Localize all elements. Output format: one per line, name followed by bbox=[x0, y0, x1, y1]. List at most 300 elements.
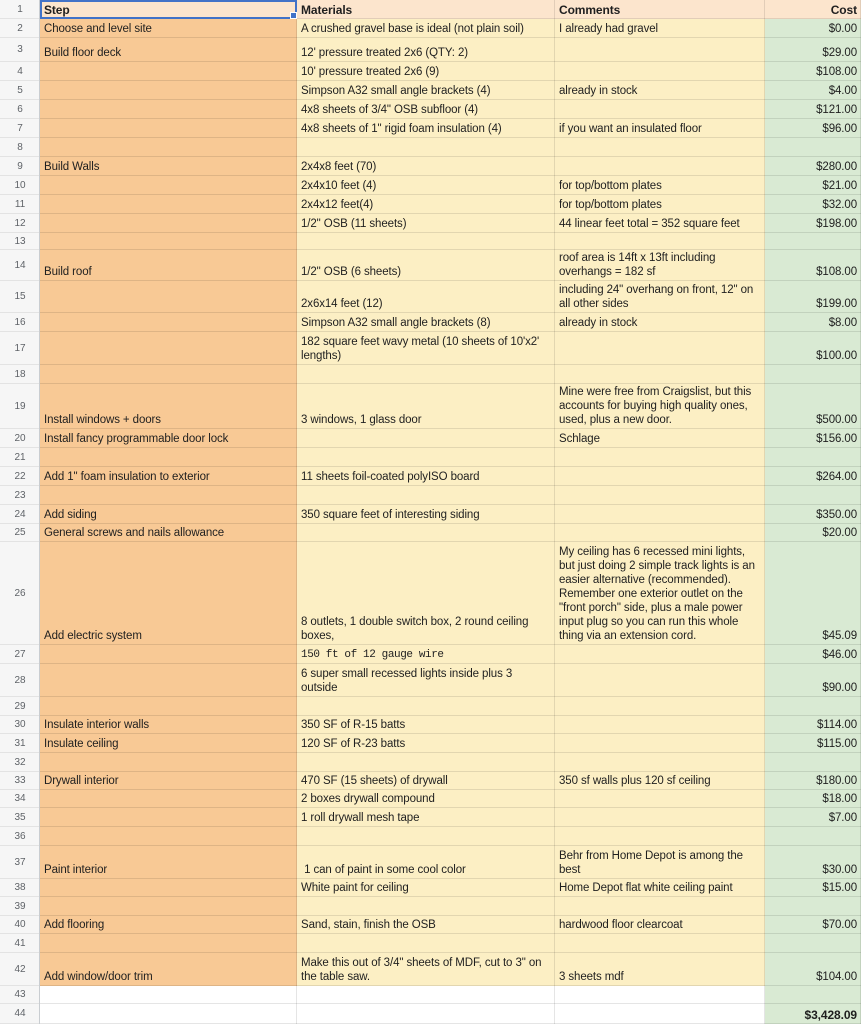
cell-materials-18[interactable] bbox=[297, 365, 555, 384]
cell-text: Paint interior bbox=[44, 864, 108, 876]
cell-step-4[interactable] bbox=[40, 62, 297, 81]
row-header-21[interactable]: 21 bbox=[0, 448, 40, 467]
row-header-42[interactable]: 42 bbox=[0, 953, 40, 986]
cell-text: including 24" overhang on front, 12" on all other sides bbox=[559, 284, 754, 310]
cell-text: $264.00 bbox=[816, 471, 857, 483]
cell-step-16[interactable] bbox=[40, 313, 297, 332]
cell-text: $156.00 bbox=[816, 433, 857, 445]
cell-materials-29[interactable] bbox=[297, 697, 555, 716]
cell-text: Add siding bbox=[44, 509, 97, 521]
cell-text: $108.00 bbox=[816, 266, 857, 278]
column-header-materials[interactable] bbox=[297, 0, 555, 19]
cell-step-2[interactable] bbox=[40, 19, 297, 38]
cell-text: 3 sheets mdf bbox=[559, 971, 624, 983]
cell-step-24[interactable] bbox=[40, 505, 297, 524]
cell-comments-11[interactable] bbox=[555, 195, 765, 214]
cell-comments-7[interactable] bbox=[555, 119, 765, 138]
cell-comments-22[interactable] bbox=[555, 467, 765, 486]
cell-step-27[interactable] bbox=[40, 645, 297, 664]
cell-step-10[interactable] bbox=[40, 176, 297, 195]
cell-comments-31[interactable] bbox=[555, 734, 765, 753]
cell-step-6[interactable] bbox=[40, 100, 297, 119]
cell-comments-29[interactable] bbox=[555, 697, 765, 716]
row-header-25[interactable]: 25 bbox=[0, 524, 40, 542]
cell-step-14[interactable] bbox=[40, 250, 297, 281]
cell-text: Cost bbox=[830, 3, 857, 17]
row-header-35[interactable]: 35 bbox=[0, 808, 40, 827]
cell-step-26[interactable] bbox=[40, 542, 297, 645]
row-header-14[interactable]: 14 bbox=[0, 250, 40, 281]
column-header-comments[interactable] bbox=[555, 0, 765, 19]
cell-materials-33[interactable] bbox=[297, 772, 555, 790]
row-header-6[interactable]: 6 bbox=[0, 100, 40, 119]
cell-comments-28[interactable] bbox=[555, 664, 765, 697]
cell-text: Materials bbox=[301, 3, 353, 17]
cell-cost-40[interactable] bbox=[765, 916, 861, 934]
cell-step-8[interactable] bbox=[40, 138, 297, 157]
cell-materials-42[interactable] bbox=[297, 953, 555, 986]
cell-comments-21[interactable] bbox=[555, 448, 765, 467]
cell-cost-33[interactable] bbox=[765, 772, 861, 790]
cell-materials-24[interactable] bbox=[297, 505, 555, 524]
cell-materials-7[interactable] bbox=[297, 119, 555, 138]
cell-cost-37[interactable] bbox=[765, 846, 861, 879]
cell-comments-2[interactable] bbox=[555, 19, 765, 38]
cell-comments-33[interactable] bbox=[555, 772, 765, 790]
cell-text: $30.00 bbox=[822, 864, 857, 876]
cell-text: 2x4x8 feet (70) bbox=[301, 161, 377, 173]
cell-text: Add 1" foam insulation to exterior bbox=[44, 471, 210, 483]
cell-cost-18[interactable] bbox=[765, 365, 861, 384]
cell-materials-13[interactable] bbox=[297, 233, 555, 250]
cell-cost-8[interactable] bbox=[765, 138, 861, 157]
cell-cost-4[interactable] bbox=[765, 62, 861, 81]
cell-step-18[interactable] bbox=[40, 365, 297, 384]
cell-text: 12' pressure treated 2x6 (QTY: 2) bbox=[301, 47, 469, 59]
cell-step-7[interactable] bbox=[40, 119, 297, 138]
row-header-4[interactable]: 4 bbox=[0, 62, 40, 81]
cell-comments-41[interactable] bbox=[555, 934, 765, 953]
cell-step-37[interactable] bbox=[40, 846, 297, 879]
cell-text: $198.00 bbox=[816, 218, 857, 230]
cell-comments-4[interactable] bbox=[555, 62, 765, 81]
cell-text: 3 windows, 1 glass door bbox=[301, 414, 422, 426]
cell-step-21[interactable] bbox=[40, 448, 297, 467]
cell-comments-16[interactable] bbox=[555, 313, 765, 332]
cell-step-13[interactable] bbox=[40, 233, 297, 250]
cell-step-22[interactable] bbox=[40, 467, 297, 486]
cell-step-17[interactable] bbox=[40, 332, 297, 365]
row-header-32[interactable]: 32 bbox=[0, 753, 40, 772]
cell-text: $115.00 bbox=[816, 738, 857, 750]
cell-text: $350.00 bbox=[816, 509, 857, 521]
cell-comments-3[interactable] bbox=[555, 38, 765, 62]
cell-text: $0.00 bbox=[828, 23, 857, 35]
row-header-1[interactable]: 1 bbox=[0, 0, 40, 19]
cell-step-29[interactable] bbox=[40, 697, 297, 716]
cell-cost-26[interactable] bbox=[765, 542, 861, 645]
cell-cost-25[interactable] bbox=[765, 524, 861, 542]
cell-text: 470 SF (15 sheets) of drywall bbox=[301, 775, 448, 787]
cell-text: $114.00 bbox=[816, 719, 857, 731]
row-header-22[interactable]: 22 bbox=[0, 467, 40, 486]
cell-materials-44[interactable] bbox=[297, 1004, 555, 1024]
row-header-37[interactable]: 37 bbox=[0, 846, 40, 879]
cell-text: $21.00 bbox=[822, 180, 857, 192]
cell-text: Home Depot flat white ceiling paint bbox=[559, 882, 733, 894]
row-header-16[interactable]: 16 bbox=[0, 313, 40, 332]
cell-cost-28[interactable] bbox=[765, 664, 861, 697]
cell-step-30[interactable] bbox=[40, 716, 297, 734]
cell-text: 182 square feet wavy metal (10 sheets of 10'x2' lengths) bbox=[301, 336, 540, 362]
cell-cost-41[interactable] bbox=[765, 934, 861, 953]
cell-cost-14[interactable] bbox=[765, 250, 861, 281]
row-header-7[interactable]: 7 bbox=[0, 119, 40, 138]
cell-text: Install fancy programmable door lock bbox=[44, 433, 229, 445]
row-header-3[interactable]: 3 bbox=[0, 38, 40, 62]
row-header-17[interactable]: 17 bbox=[0, 332, 40, 365]
cell-text: $108.00 bbox=[816, 66, 857, 78]
cell-text: Drywall interior bbox=[44, 775, 119, 787]
cell-text: $15.00 bbox=[822, 882, 857, 894]
cell-materials-26[interactable] bbox=[297, 542, 555, 645]
cell-text: 11 sheets foil-coated polyISO board bbox=[301, 471, 480, 483]
cell-materials-34[interactable] bbox=[297, 790, 555, 808]
cell-text: for top/bottom plates bbox=[559, 199, 662, 211]
cell-text: already in stock bbox=[559, 317, 638, 329]
cell-cost-43[interactable] bbox=[765, 986, 861, 1004]
cell-materials-19[interactable] bbox=[297, 384, 555, 429]
row-header-44[interactable]: 44 bbox=[0, 1004, 40, 1024]
cell-comments-6[interactable] bbox=[555, 100, 765, 119]
cell-comments-35[interactable] bbox=[555, 808, 765, 827]
cell-cost-30[interactable] bbox=[765, 716, 861, 734]
cell-comments-14[interactable] bbox=[555, 250, 765, 281]
cell-materials-31[interactable] bbox=[297, 734, 555, 753]
cell-cost-5[interactable] bbox=[765, 81, 861, 100]
cell-materials-12[interactable] bbox=[297, 214, 555, 233]
cell-comments-10[interactable] bbox=[555, 176, 765, 195]
cell-materials-28[interactable] bbox=[297, 664, 555, 697]
cell-text: hardwood floor clearcoat bbox=[559, 919, 683, 931]
cell-step-9[interactable] bbox=[40, 157, 297, 176]
cell-comments-37[interactable] bbox=[555, 846, 765, 879]
cell-materials-15[interactable] bbox=[297, 281, 555, 313]
cell-cost-2[interactable] bbox=[765, 19, 861, 38]
cell-step-31[interactable] bbox=[40, 734, 297, 753]
row-header-20[interactable]: 20 bbox=[0, 429, 40, 448]
cell-step-33[interactable] bbox=[40, 772, 297, 790]
cell-materials-8[interactable] bbox=[297, 138, 555, 157]
cell-comments-19[interactable] bbox=[555, 384, 765, 429]
cell-step-39[interactable] bbox=[40, 897, 297, 916]
row-header-18[interactable]: 18 bbox=[0, 365, 40, 384]
cell-text: $20.00 bbox=[822, 527, 857, 539]
cell-materials-36[interactable] bbox=[297, 827, 555, 846]
cell-comments-9[interactable] bbox=[555, 157, 765, 176]
cell-comments-43[interactable] bbox=[555, 986, 765, 1004]
cell-text: $18.00 bbox=[822, 793, 857, 805]
row-header-26[interactable]: 26 bbox=[0, 542, 40, 645]
cell-text: Add flooring bbox=[44, 919, 105, 931]
cell-step-43[interactable] bbox=[40, 986, 297, 1004]
column-header-cost[interactable] bbox=[765, 0, 861, 19]
cell-comments-39[interactable] bbox=[555, 897, 765, 916]
cell-comments-24[interactable] bbox=[555, 505, 765, 524]
cell-text: 350 square feet of interesting siding bbox=[301, 509, 480, 521]
cell-step-40[interactable] bbox=[40, 916, 297, 934]
cell-step-35[interactable] bbox=[40, 808, 297, 827]
cell-cost-36[interactable] bbox=[765, 827, 861, 846]
row-header-28[interactable]: 28 bbox=[0, 664, 40, 697]
cell-comments-38[interactable] bbox=[555, 879, 765, 897]
cell-comments-44[interactable] bbox=[555, 1004, 765, 1024]
cell-text: $45.09 bbox=[822, 630, 857, 642]
cell-step-38[interactable] bbox=[40, 879, 297, 897]
cell-cost-27[interactable] bbox=[765, 645, 861, 664]
cell-cost-42[interactable] bbox=[765, 953, 861, 986]
cell-materials-10[interactable] bbox=[297, 176, 555, 195]
cell-materials-38[interactable] bbox=[297, 879, 555, 897]
cell-materials-32[interactable] bbox=[297, 753, 555, 772]
cell-text: Insulate interior walls bbox=[44, 719, 150, 731]
row-header-23[interactable]: 23 bbox=[0, 486, 40, 505]
row-header-40[interactable]: 40 bbox=[0, 916, 40, 934]
cell-text: 120 SF of R-23 batts bbox=[301, 738, 406, 750]
cell-text: Step bbox=[44, 3, 70, 17]
cell-text: already in stock bbox=[559, 85, 638, 97]
cell-step-44[interactable] bbox=[40, 1004, 297, 1024]
cell-cost-31[interactable] bbox=[765, 734, 861, 753]
cell-text: 150 ft of 12 gauge wire bbox=[301, 649, 444, 661]
cell-step-11[interactable] bbox=[40, 195, 297, 214]
cell-text: Simpson A32 small angle brackets (4) bbox=[301, 85, 491, 97]
cell-comments-8[interactable] bbox=[555, 138, 765, 157]
cell-materials-43[interactable] bbox=[297, 986, 555, 1004]
cell-comments-27[interactable] bbox=[555, 645, 765, 664]
cell-materials-4[interactable] bbox=[297, 62, 555, 81]
cell-text: I already had gravel bbox=[559, 23, 659, 35]
row-header-19[interactable]: 19 bbox=[0, 384, 40, 429]
cell-comments-34[interactable] bbox=[555, 790, 765, 808]
cell-text: General screws and nails allowance bbox=[44, 527, 225, 539]
cell-comments-32[interactable] bbox=[555, 753, 765, 772]
row-header-24[interactable]: 24 bbox=[0, 505, 40, 524]
cell-step-15[interactable] bbox=[40, 281, 297, 313]
cell-text: 350 SF of R-15 batts bbox=[301, 719, 406, 731]
cell-comments-23[interactable] bbox=[555, 486, 765, 505]
cell-comments-15[interactable] bbox=[555, 281, 765, 313]
cell-cost-12[interactable] bbox=[765, 214, 861, 233]
row-header-31[interactable]: 31 bbox=[0, 734, 40, 753]
cell-cost-20[interactable] bbox=[765, 429, 861, 448]
row-header-13[interactable]: 13 bbox=[0, 233, 40, 250]
cell-cost-22[interactable] bbox=[765, 467, 861, 486]
cell-materials-11[interactable] bbox=[297, 195, 555, 214]
cell-materials-37[interactable] bbox=[297, 846, 555, 879]
cell-cost-19[interactable] bbox=[765, 384, 861, 429]
cell-cost-17[interactable] bbox=[765, 332, 861, 365]
cell-step-36[interactable] bbox=[40, 827, 297, 846]
cell-step-5[interactable] bbox=[40, 81, 297, 100]
cell-comments-25[interactable] bbox=[555, 524, 765, 542]
cell-step-19[interactable] bbox=[40, 384, 297, 429]
cell-comments-12[interactable] bbox=[555, 214, 765, 233]
cell-comments-42[interactable] bbox=[555, 953, 765, 986]
cell-cost-11[interactable] bbox=[765, 195, 861, 214]
cell-text: $96.00 bbox=[822, 123, 857, 135]
row-header-34[interactable]: 34 bbox=[0, 790, 40, 808]
cell-materials-25[interactable] bbox=[297, 524, 555, 542]
cell-materials-21[interactable] bbox=[297, 448, 555, 467]
cell-materials-17[interactable] bbox=[297, 332, 555, 365]
cell-text: for top/bottom plates bbox=[559, 180, 662, 192]
cell-text: 2x6x14 feet (12) bbox=[301, 298, 383, 310]
cell-text: $280.00 bbox=[816, 161, 857, 173]
row-header-39[interactable]: 39 bbox=[0, 897, 40, 916]
cell-text: 6 super small recessed lights inside plus 3 outside bbox=[301, 668, 513, 694]
cell-text: Sand, stain, finish the OSB bbox=[301, 919, 436, 931]
row-header-12[interactable]: 12 bbox=[0, 214, 40, 233]
grand-total-cell[interactable] bbox=[765, 1004, 861, 1024]
cell-comments-13[interactable] bbox=[555, 233, 765, 250]
cell-cost-16[interactable] bbox=[765, 313, 861, 332]
cell-materials-5[interactable] bbox=[297, 81, 555, 100]
cell-comments-20[interactable] bbox=[555, 429, 765, 448]
cell-materials-14[interactable] bbox=[297, 250, 555, 281]
cell-cost-24[interactable] bbox=[765, 505, 861, 524]
cell-materials-35[interactable] bbox=[297, 808, 555, 827]
row-header-8[interactable]: 8 bbox=[0, 138, 40, 157]
cell-cost-7[interactable] bbox=[765, 119, 861, 138]
cell-text: $32.00 bbox=[822, 199, 857, 211]
row-header-38[interactable]: 38 bbox=[0, 879, 40, 897]
cell-text: if you want an insulated floor bbox=[559, 123, 702, 135]
cell-text: Make this out of 3/4" sheets of MDF, cut to 3" on the table saw. bbox=[301, 957, 542, 983]
row-header-2[interactable]: 2 bbox=[0, 19, 40, 38]
cell-cost-10[interactable] bbox=[765, 176, 861, 195]
cell-text: 8 outlets, 1 double switch box, 2 round ceiling boxes, bbox=[301, 616, 529, 642]
cell-cost-35[interactable] bbox=[765, 808, 861, 827]
cell-text: $46.00 bbox=[822, 649, 857, 661]
cell-text: White paint for ceiling bbox=[301, 882, 409, 894]
cell-text: Schlage bbox=[559, 433, 600, 445]
cell-text: roof area is 14ft x 13ft including overhangs = 182 sf bbox=[559, 252, 716, 278]
cell-text: $500.00 bbox=[816, 414, 857, 426]
cell-text: $8.00 bbox=[828, 317, 857, 329]
cell-text: Behr from Home Depot is among the best bbox=[559, 850, 743, 876]
cell-step-3[interactable] bbox=[40, 38, 297, 62]
cell-comments-36[interactable] bbox=[555, 827, 765, 846]
cell-cost-23[interactable] bbox=[765, 486, 861, 505]
row-header-9[interactable]: 9 bbox=[0, 157, 40, 176]
cell-text: $90.00 bbox=[822, 682, 857, 694]
cell-text: A crushed gravel base is ideal (not plain soil) bbox=[301, 23, 524, 35]
cell-materials-41[interactable] bbox=[297, 934, 555, 953]
cell-comments-40[interactable] bbox=[555, 916, 765, 934]
cell-text: $121.00 bbox=[816, 104, 857, 116]
cell-step-32[interactable] bbox=[40, 753, 297, 772]
cell-cost-39[interactable] bbox=[765, 897, 861, 916]
cell-materials-20[interactable] bbox=[297, 429, 555, 448]
cell-cost-3[interactable] bbox=[765, 38, 861, 62]
cell-comments-18[interactable] bbox=[555, 365, 765, 384]
cell-materials-22[interactable] bbox=[297, 467, 555, 486]
cell-text: 44 linear feet total = 352 square feet bbox=[559, 218, 740, 230]
cell-step-23[interactable] bbox=[40, 486, 297, 505]
cell-materials-30[interactable] bbox=[297, 716, 555, 734]
cell-materials-39[interactable] bbox=[297, 897, 555, 916]
row-header-27[interactable]: 27 bbox=[0, 645, 40, 664]
cell-text: 4x8 sheets of 1" rigid foam insulation (4) bbox=[301, 123, 502, 135]
row-header-30[interactable]: 30 bbox=[0, 716, 40, 734]
cell-cost-9[interactable] bbox=[765, 157, 861, 176]
row-header-10[interactable]: 10 bbox=[0, 176, 40, 195]
row-header-36[interactable]: 36 bbox=[0, 827, 40, 846]
cell-cost-21[interactable] bbox=[765, 448, 861, 467]
cell-step-12[interactable] bbox=[40, 214, 297, 233]
cell-step-25[interactable] bbox=[40, 524, 297, 542]
cell-cost-13[interactable] bbox=[765, 233, 861, 250]
cell-comments-5[interactable] bbox=[555, 81, 765, 100]
cell-materials-6[interactable] bbox=[297, 100, 555, 119]
fill-handle[interactable] bbox=[290, 12, 297, 19]
cell-text: Build roof bbox=[44, 266, 92, 278]
row-header-43[interactable]: 43 bbox=[0, 986, 40, 1004]
cell-cost-29[interactable] bbox=[765, 697, 861, 716]
cell-text: Install windows + doors bbox=[44, 414, 161, 426]
cell-step-41[interactable] bbox=[40, 934, 297, 953]
cell-text: $29.00 bbox=[822, 47, 857, 59]
cell-text: Build Walls bbox=[44, 161, 100, 173]
cell-comments-26[interactable] bbox=[555, 542, 765, 645]
cell-comments-17[interactable] bbox=[555, 332, 765, 365]
cell-step-42[interactable] bbox=[40, 953, 297, 986]
cell-text: Comments bbox=[559, 3, 621, 17]
cell-materials-2[interactable] bbox=[297, 19, 555, 38]
cell-text: $70.00 bbox=[822, 919, 857, 931]
row-header-41[interactable]: 41 bbox=[0, 934, 40, 953]
row-header-5[interactable]: 5 bbox=[0, 81, 40, 100]
row-header-11[interactable]: 11 bbox=[0, 195, 40, 214]
row-header-33[interactable]: 33 bbox=[0, 772, 40, 790]
cell-text: 1 can of paint in some cool color bbox=[301, 864, 466, 876]
cell-text: 1 roll drywall mesh tape bbox=[301, 812, 420, 824]
cell-step-34[interactable] bbox=[40, 790, 297, 808]
row-header-15[interactable]: 15 bbox=[0, 281, 40, 313]
cell-materials-23[interactable] bbox=[297, 486, 555, 505]
cell-cost-34[interactable] bbox=[765, 790, 861, 808]
cell-materials-16[interactable] bbox=[297, 313, 555, 332]
cell-step-20[interactable] bbox=[40, 429, 297, 448]
cell-materials-27[interactable] bbox=[297, 645, 555, 664]
cell-materials-9[interactable] bbox=[297, 157, 555, 176]
cell-text: Simpson A32 small angle brackets (8) bbox=[301, 317, 491, 329]
cell-text: Insulate ceiling bbox=[44, 738, 119, 750]
cell-text: 1/2" OSB (11 sheets) bbox=[301, 218, 407, 230]
cell-step-28[interactable] bbox=[40, 664, 297, 697]
row-header-29[interactable]: 29 bbox=[0, 697, 40, 716]
cell-materials-40[interactable] bbox=[297, 916, 555, 934]
cell-cost-15[interactable] bbox=[765, 281, 861, 313]
cell-text: $199.00 bbox=[816, 298, 857, 310]
column-header-step[interactable] bbox=[40, 0, 297, 19]
cell-cost-6[interactable] bbox=[765, 100, 861, 119]
cell-comments-30[interactable] bbox=[555, 716, 765, 734]
cell-materials-3[interactable] bbox=[297, 38, 555, 62]
cell-cost-38[interactable] bbox=[765, 879, 861, 897]
cell-cost-32[interactable] bbox=[765, 753, 861, 772]
